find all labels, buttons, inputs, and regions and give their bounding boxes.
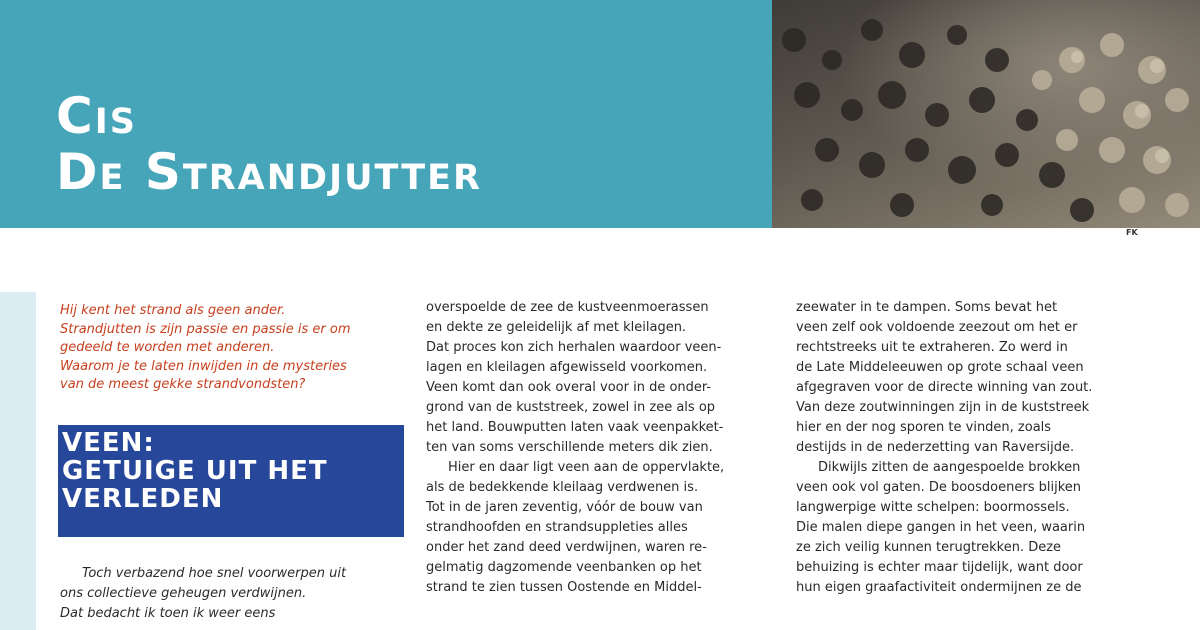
section-heading-line-1: VEEN: bbox=[62, 428, 155, 458]
section-heading-line-2: GETUIGE UIT HET bbox=[62, 456, 328, 486]
peat-holes-image bbox=[772, 0, 1200, 228]
body-line: behuizing is echter maar tijdelijk, want door bbox=[796, 560, 1083, 575]
body-line: afgegraven voor de directe winning van zout. bbox=[796, 380, 1093, 395]
intro-line: van de meest gekke strandvondsten? bbox=[60, 377, 306, 392]
body-line: Dat bedacht ik toen ik weer eens bbox=[60, 606, 276, 621]
body-line: onder het zand deed verdwijnen, waren re- bbox=[426, 540, 707, 555]
body-line: Tot in de jaren zeventig, vóór de bouw van bbox=[426, 500, 703, 515]
intro-line: Hij kent het strand als geen ander. bbox=[60, 303, 286, 318]
body-line: ten van soms verschillende meters dik zien. bbox=[426, 440, 713, 455]
column-3-body bbox=[796, 298, 1146, 598]
intro-line: Strandjutten is zijn passie en passie is er om bbox=[60, 321, 351, 337]
peat-photo bbox=[772, 0, 1200, 228]
body-line: strand te zien tussen Oostende en Middel- bbox=[426, 580, 702, 595]
body-line: langwerpige witte schelpen: boormossels. bbox=[796, 500, 1070, 515]
intro-line: gedeeld te worden met anderen. bbox=[60, 340, 275, 355]
body-line: als de bedekkende kleilaag verdwenen is. bbox=[426, 480, 699, 495]
section-heading-line-3: VERLEDEN bbox=[62, 484, 224, 514]
body-line: strandhoofden en strandsuppleties alles bbox=[426, 520, 688, 535]
body-line: hun eigen graafactiviteit ondermijnen ze de bbox=[796, 580, 1082, 595]
body-line: overspoelde de zee de kustveenmoerassen bbox=[426, 300, 709, 315]
body-line: grond van de kuststreek, zowel in zee als op bbox=[426, 400, 716, 415]
column-1-body bbox=[60, 564, 400, 624]
body-line: gelmatig dagzomende veenbanken op het bbox=[426, 560, 702, 575]
column-2-body bbox=[426, 298, 771, 598]
body-line: zeewater in te dampen. Soms bevat het bbox=[796, 300, 1058, 315]
body-line: lagen en kleilagen afgewisseld voorkomen. bbox=[426, 360, 708, 375]
body-line: veen ook vol gaten. De boosdoeners blijken bbox=[796, 480, 1081, 495]
article-title bbox=[56, 88, 482, 200]
body-line: destijds in de nederzetting van Raversijde. bbox=[796, 440, 1075, 455]
body-line: Dikwijls zitten de aangespoelde brokken bbox=[818, 460, 1081, 475]
body-line: Dat proces kon zich herhalen waardoor veen- bbox=[426, 340, 722, 355]
intro-line: Waarom je te laten inwijden in de mysteries bbox=[60, 358, 347, 374]
body-line: Toch verbazend hoe snel voorwerpen uit bbox=[82, 566, 347, 581]
body-line: rechtstreeks uit te extraheren. Zo werd in bbox=[796, 340, 1068, 355]
margin-strip bbox=[0, 292, 36, 630]
body-line: ze zich veilig kunnen terugtrekken. Deze bbox=[796, 540, 1062, 555]
body-line: ons collectieve geheugen verdwijnen. bbox=[60, 586, 307, 601]
title-line-1: Cis bbox=[56, 87, 137, 145]
body-line: Van deze zoutwinningen zijn in de kuststreek bbox=[796, 400, 1090, 415]
body-line: en dekte ze geleidelijk af met kleilagen. bbox=[426, 320, 687, 335]
body-line: Die malen diepe gangen in het veen, waarin bbox=[796, 520, 1086, 535]
body-line: de Late Middeleeuwen op grote schaal veen bbox=[796, 360, 1084, 375]
body-line: veen zelf ook voldoende zeezout om het er bbox=[796, 320, 1078, 335]
intro-paragraph bbox=[60, 302, 400, 395]
section-heading bbox=[58, 425, 404, 537]
body-line: hier en der nog sporen te vinden, zoals bbox=[796, 420, 1052, 435]
title-line-2: De Strandjutter bbox=[56, 143, 482, 201]
body-line: Veen komt dan ook overal voor in de onder- bbox=[426, 380, 712, 395]
body-line: het land. Bouwputten laten vaak veenpakket- bbox=[426, 420, 724, 435]
body-line: Hier en daar ligt veen aan de oppervlakte, bbox=[448, 460, 725, 475]
photo-credit: FK bbox=[1126, 228, 1138, 237]
